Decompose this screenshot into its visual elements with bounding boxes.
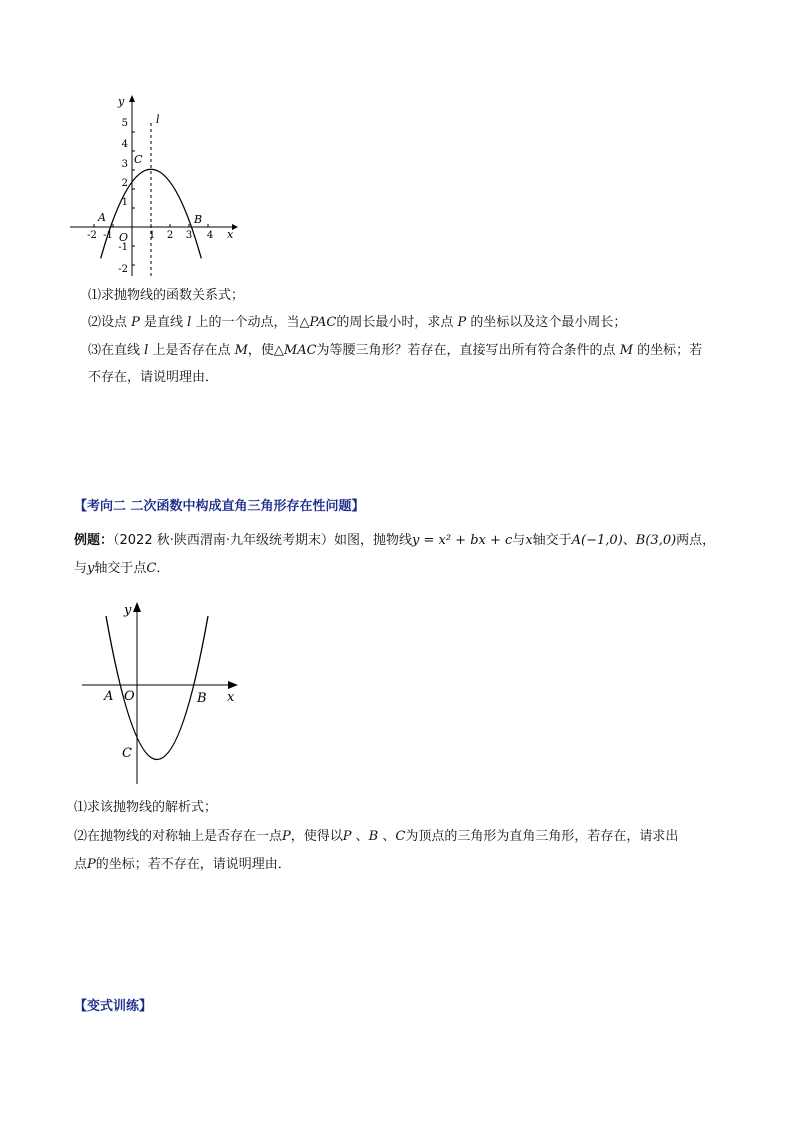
x-tick-neg2: -2	[87, 230, 97, 241]
parabola-curve	[106, 616, 208, 760]
point-C-label: C	[122, 746, 132, 761]
line-l-label: l	[156, 113, 160, 126]
y-axis-arrow	[133, 602, 141, 612]
x-axis-arrow	[228, 681, 238, 689]
x-axis-label: x	[227, 228, 234, 241]
equation: y = x² + bx + c	[412, 533, 513, 548]
section2-question-2-line2: 点P的坐标；若不存在，请说明理由．	[74, 857, 291, 872]
x-axis-label: x	[227, 690, 235, 705]
section2-question-1: ⑴求该抛物线的解析式；	[74, 800, 218, 815]
section-heading-2: 【考向二 二次函数中构成直角三角形存在性问题】	[74, 499, 365, 514]
y-tick-neg1: -1	[118, 242, 128, 253]
point-A-label: A	[98, 211, 106, 224]
y-tick-5: 5	[121, 118, 128, 129]
x-tick-neg1: -1	[103, 230, 113, 241]
y-tick-2: 2	[121, 178, 128, 189]
x-tick-4: 4	[206, 230, 214, 241]
section-heading-variant-training: 【变式训练】	[74, 999, 153, 1014]
point-B-label: B	[194, 213, 203, 226]
x-tick-1: 1	[148, 230, 156, 241]
question-3: ⑶在直线 l 上是否存在点 M，使△MAC为等腰三角形？若存在，直接写出所有符合条件的点 M 的坐标；若	[88, 343, 703, 358]
y-tick-4: 4	[121, 139, 128, 150]
point-B-label: B	[197, 691, 207, 706]
question-2: ⑵设点 P 是直线 l 上的一个动点，当△PAC的周长最小时，求点 P 的坐标以及这个最小周长；	[88, 315, 627, 330]
x-tick-2: 2	[166, 230, 174, 241]
parabola-figure-1	[68, 90, 248, 280]
y-tick-1: 1	[121, 197, 128, 208]
question-1: ⑴求抛物线的函数关系式；	[88, 288, 245, 303]
point-C-label: C	[134, 153, 143, 166]
y-tick-3: 3	[121, 159, 128, 170]
y-tick-neg2: -2	[118, 264, 128, 275]
origin-label: O	[124, 689, 135, 704]
y-axis-label: y	[118, 95, 125, 108]
x-tick-3: 3	[185, 230, 193, 241]
y-axis-arrow	[129, 95, 135, 102]
example-statement-line2: 与y轴交于点C．	[74, 561, 170, 576]
example-statement: 例题：（2022 秋·陕西渭南·九年级统考期末）如图，抛物线y = x² + bx + c与x轴交于A(−1,0)、B(3,0)两点，	[74, 533, 716, 548]
parabola-figure-2	[78, 598, 248, 788]
origin-label: O	[119, 231, 129, 244]
question-3-line2: 不存在，请说明理由．	[88, 370, 219, 385]
y-axis-label: y	[124, 603, 132, 618]
point-A-label: A	[104, 689, 114, 704]
section2-question-2: ⑵在抛物线的对称轴上是否存在一点P，使得以P 、B 、C为顶点的三角形为直角三角形，若存在，请求出	[74, 829, 679, 844]
